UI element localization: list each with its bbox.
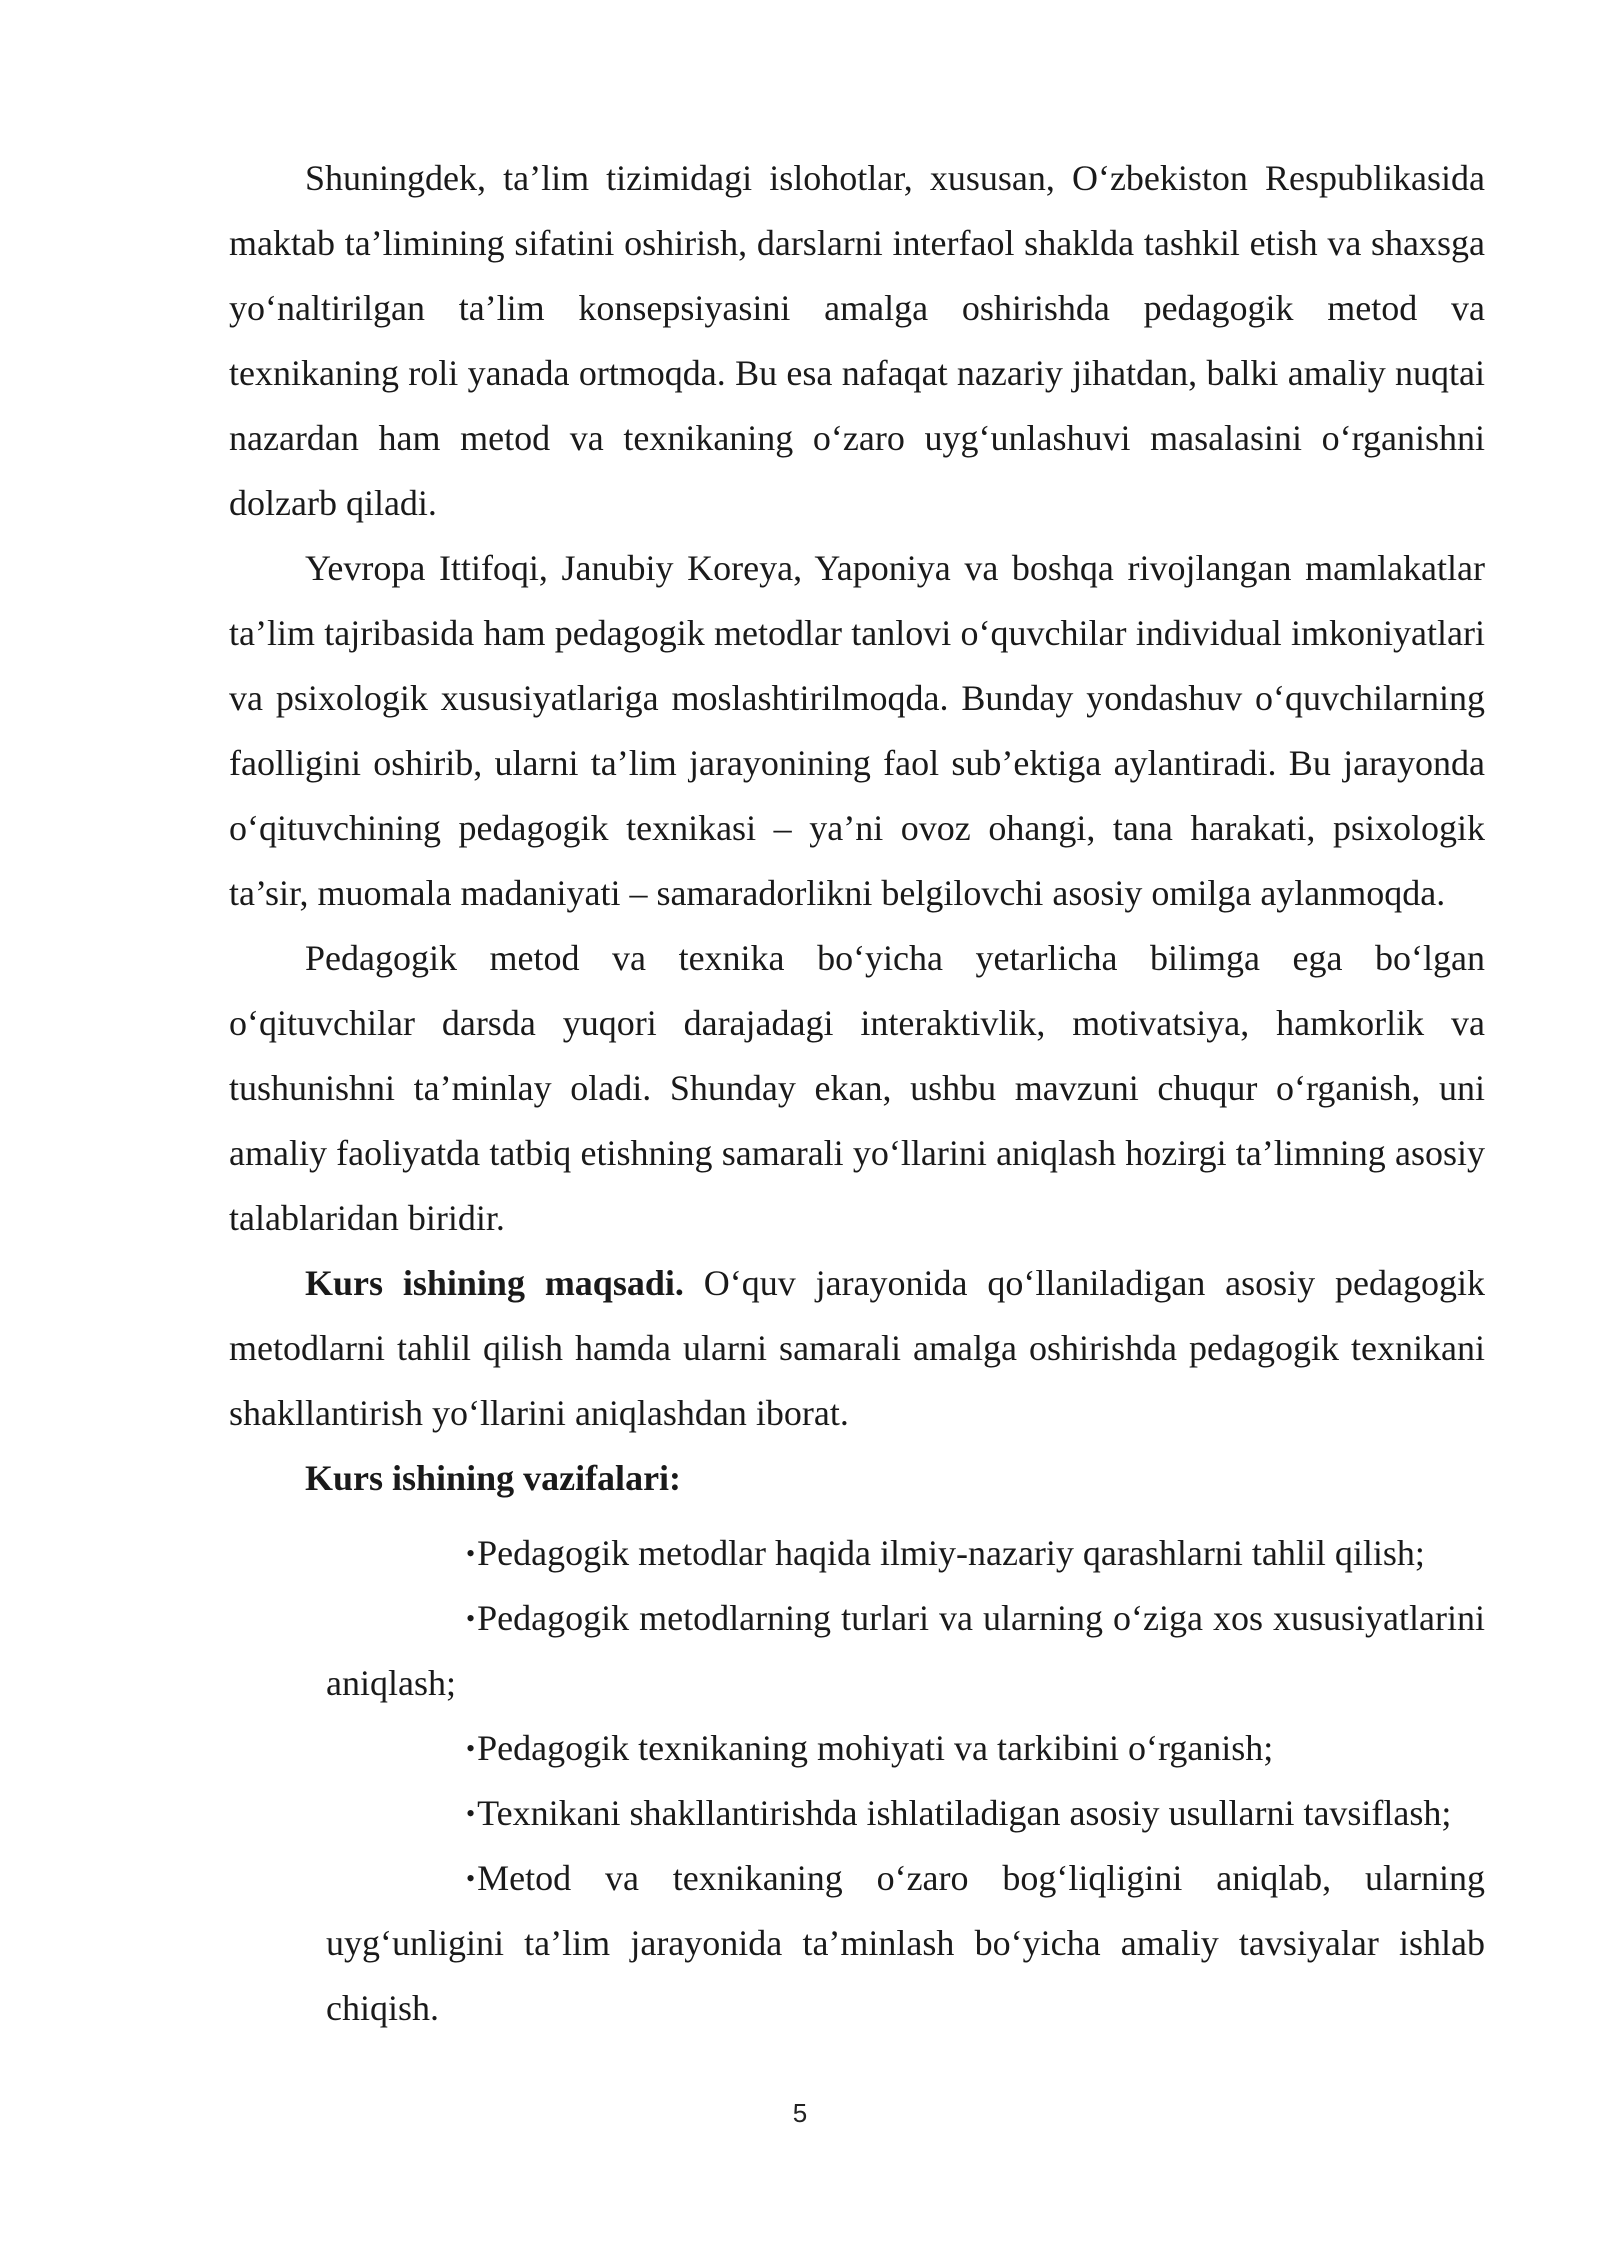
paragraph-goal xyxy=(229,1251,1485,1446)
list-item-text: Texnikani shakllantirishda ishlatiladigan asosiy usullarni tavsiflash; xyxy=(477,1793,1452,1833)
list-item-text: Pedagogik texnikaning mohiyati va tarkibini o‘rganish; xyxy=(477,1728,1274,1768)
paragraph-teacher-knowledge: Pedagogik metod va texnika bo‘yicha yetarlicha bilimga ega bo‘lgan o‘qituvchilar darsda yuqori darajadagi interaktivlik, motivatsiya, hamkorlik va tushunishni ta’minlay oladi. Shunday ekan, ushbu mavzuni chuqur o‘rganish, uni amaliy faoliyatda tatbiq etishning samarali yo‘llarini aniqlash hozirgi ta’limning asosiy talablaridan biridir. xyxy=(229,938,1485,1238)
paragraph-international-experience: Yevropa Ittifoqi, Janubiy Koreya, Yaponiya va boshqa rivojlangan mamlakatlar ta’lim tajribasida ham pedagogik metodlar tanlovi o‘quvchilar individual imkoniyatlari va psixologik xususiyatlariga moslashtirilmoqda. Bunday yondashuv o‘quvchilarning faolligini oshirib, ularni ta’lim jarayonining faol sub’ektiga aylantiradi. Bu jarayonda o‘qituvchining pedagogik texnikasi – ya’ni ovoz ohangi, tana harakati, psixologik ta’sir, muomala madaniyati – samaradorlikni belgilovchi asosiy omilga aylanmoqda. xyxy=(229,548,1485,913)
list-item xyxy=(326,1781,1485,1846)
bullet-icon: • xyxy=(466,1734,476,1763)
bullet-icon: • xyxy=(466,1864,476,1893)
list-item-text: Pedagogik metodlarning turlari va ularning o‘ziga xos xususiyatlarini aniqlash; xyxy=(326,1598,1485,1703)
page-number: 5 xyxy=(792,2098,808,2128)
bullet-icon: • xyxy=(466,1604,476,1633)
bullet-icon: • xyxy=(466,1799,476,1828)
list-item xyxy=(326,1716,1485,1781)
list-item xyxy=(326,1586,1485,1716)
page-content xyxy=(229,146,1485,2041)
tasks-heading: Kurs ishining vazifalari: xyxy=(305,1458,682,1498)
tasks-list xyxy=(229,1521,1485,2041)
goal-text: O‘quv jarayonida qo‘llaniladigan asosiy pedagogik metodlarni tahlil qilish hamda ularni samarali amalga oshirishda pedagogik texnikani shakllantirish yo‘llarini aniqlashdan iborat. xyxy=(229,1263,1486,1433)
list-item-text: Pedagogik metodlar haqida ilmiy-nazariy qarashlarni tahlil qilish; xyxy=(477,1533,1425,1573)
bullet-icon: • xyxy=(466,1539,476,1568)
list-item xyxy=(326,1846,1485,2041)
list-item-text: Metod va texnikaning o‘zaro bog‘liqligini aniqlab, ularning uyg‘unligini ta’lim jarayonida ta’minlash bo‘yicha amaliy tavsiyalar ishlab chiqish. xyxy=(326,1858,1485,2028)
list-item xyxy=(326,1521,1485,1586)
goal-label: Kurs ishining maqsadi. xyxy=(305,1263,684,1303)
paragraph-reforms: Shuningdek, ta’lim tizimidagi islohotlar, xususan, O‘zbekiston Respublikasida maktab ta’limining sifatini oshirish, darslarni interfaol shaklda tashkil etish va shaxsga yo‘naltirilgan ta’lim konsepsiyasini amalga oshirishda pedagogik metod va texnikaning roli yanada ortmoqda. Bu esa nafaqat nazariy jihatdan, balki amaliy nuqtai nazardan ham metod va texnikaning o‘zaro uyg‘unlashuvi masalasini o‘rganishni dolzarb qiladi. xyxy=(229,158,1485,523)
